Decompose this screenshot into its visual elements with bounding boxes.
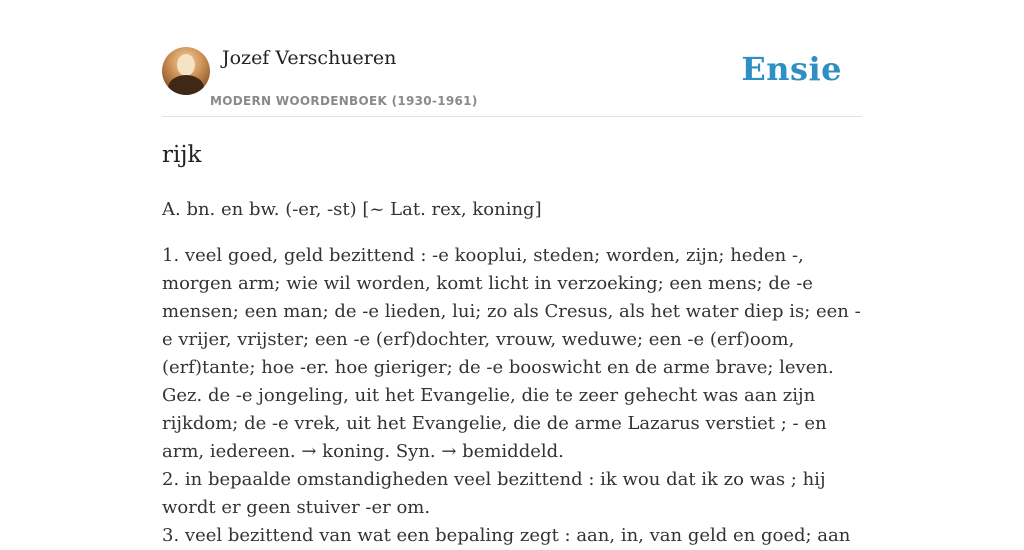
avatar-head-shape [177,54,195,76]
entry-content [162,140,866,550]
entry-body [162,242,866,550]
entry-title: rijk [162,142,202,168]
sense-2: 2. in bepaalde omstandigheden veel bezittend : ik wou dat ik zo was ; hij wordt er geen stuiver -er om. [162,469,826,518]
header [162,44,862,117]
avatar-body-shape [168,75,204,95]
author-avatar[interactable] [162,47,210,95]
site-logo[interactable]: Ensie [741,50,842,88]
author-name[interactable]: Jozef Verschueren [222,47,397,69]
sense-3: 3. veel bezittend van wat een bepaling zegt : aan, in, van geld en goed; aan [162,525,851,546]
source-label[interactable]: MODERN WOORDENBOEK (1930-1961) [210,94,478,108]
entry-etymology: A. bn. en bw. (-er, -st) [~ Lat. rex, koning] [162,199,542,220]
sense-1: 1. veel goed, geld bezittend : -e kooplui, steden; worden, zijn; heden -, morgen arm; wie wil worden, komt licht in verzoeking; een mens; de -e mensen; een man; de -e lieden, lui; zo als Cresus, als het water diep is; een -e vrijer, vrijster; een -e (erf)dochter, vrouw, weduwe; een -e (erf)oom, (erf)tante; hoe -er. hoe gieriger; de -e booswicht en de arme brave; leven. Gez. de -e jongeling, uit het Evangelie, die te zeer gehecht was aan zijn rijkdom; de -e vrek, uit het Evangelie, die de arme Lazarus verstiet ; - en arm, iedereen. → koning. Syn. → bemiddeld. [162,245,861,462]
